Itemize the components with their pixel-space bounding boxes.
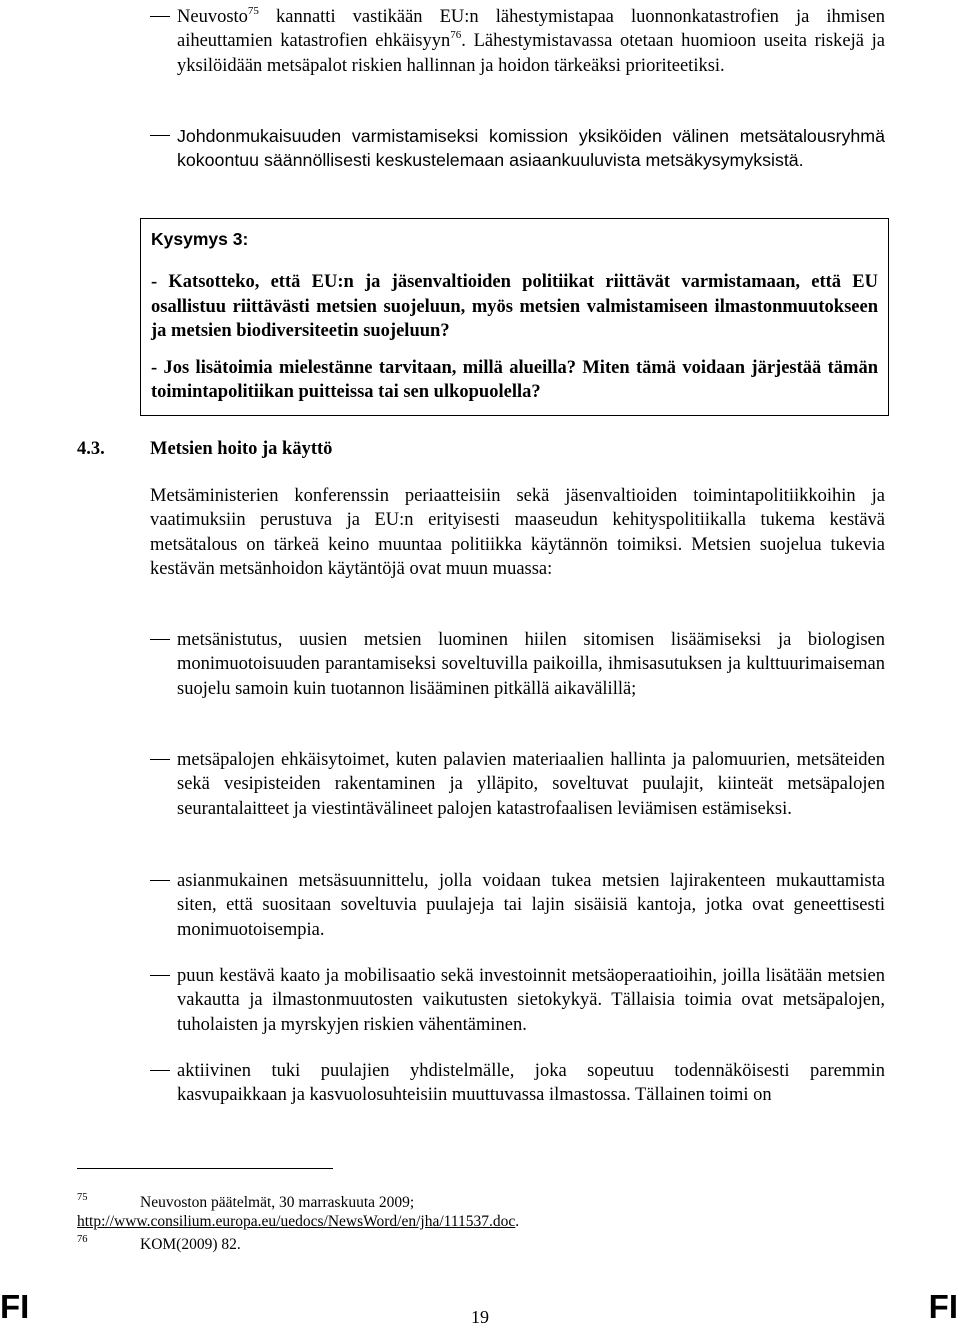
list-item (150, 628, 885, 701)
list-item-text: metsäpalojen ehkäisytoimet, kuten palavien materiaalien hallinta ja palomuurien, metsäteiden sekä vesipisteiden rakentaminen ja ylläpito, soveltuvat puulajit, kiinteät metsäpalojen seurantalaitteet ja viestintävälineet palojen katastrofaalisen leviämisen estämiseksi. (177, 750, 885, 819)
question-box (140, 218, 889, 416)
dash-bullet-icon (150, 880, 170, 881)
footer-language-right: FI (928, 1288, 958, 1325)
question-1: - Katsotteko, että EU:n ja jäsenvaltioiden politiikat riittävät varmistamaan, että EU osallistuu riittävästi metsien suojeluun, myös metsien valmistamiseen ilmastonmuutokseen ja metsien biodiversiteetin suojeluun? (151, 272, 878, 341)
question-2: - Jos lisätoimia mielestänne tarvitaan, millä alueilla? Miten tämä voidaan järjestää tämän toimintapolitiikan puitteissa tai sen ulkopuolella? (151, 358, 878, 403)
body-paragraph: Metsäministerien konferenssin periaatteisiin sekä jäsenvaltioiden toimintapolitiikkoihin ja vaatimuksiin perustuva ja EU:n erityisesti maaseudun kehityspolitiikalla tukema kestävä metsätalous on tärkeä keino muuntaa politiikka käytännön toimiksi. Metsien suojelua tukevia kestävän metsänhoidon käytäntöjä ovat muun muassa: (150, 486, 885, 579)
footnote-76 (77, 1236, 241, 1254)
footnote-75-link-line (77, 1213, 519, 1231)
footnote-number: 75 (77, 1192, 88, 1203)
bullet-item-coherence (150, 124, 885, 173)
footnote-link-suffix: . (515, 1213, 520, 1230)
dash-bullet-icon (150, 759, 170, 760)
list-item (150, 964, 885, 1037)
dash-bullet-icon (150, 135, 170, 136)
section-heading (77, 437, 332, 461)
bullet-item-council (150, 5, 885, 78)
dash-bullet-icon (150, 975, 170, 976)
list-item-text: metsänistutus, uusien metsien luominen hiilen sitomisen lisäämiseksi ja biologisen monimuotoisuuden parantamiseksi soveltuvilla paikoilla, ihmisasutuksen ja kulttuurimaiseman suojelu samoin kuin tuotannon lisääminen pitkällä aikavälillä; (177, 630, 885, 699)
question-box-title: Kysymys 3: (151, 229, 249, 249)
list-item-text: puun kestävä kaato ja mobilisaatio sekä investoinnit metsäoperaatioihin, joilla lisätään metsien vakautta ja ilmastonmuutosten vaikutusten sietokykyä. Tällaisia toimia ovat metsäpalojen, tuholaisten ja myrskyjen riskien vähentäminen. (177, 966, 885, 1035)
footer-language-left: FI (0, 1288, 30, 1325)
footnote-ref-75: 75 (247, 5, 259, 17)
footnote-link[interactable]: http://www.consilium.europa.eu/uedocs/NewsWord/en/jha/111537.doc (77, 1213, 516, 1230)
bullet-text: Johdonmukaisuuden varmistamiseksi komission yksiköiden välinen metsätalousryhmä kokoontuu säännöllisesti keskustelemaan asiaankuuluvista metsäkysymyksistä. (177, 126, 885, 171)
footnote-text: KOM(2009) 82. (140, 1236, 241, 1253)
list-item-text: aktiivinen tuki puulajien yhdistelmälle, joka sopeutuu todennäköisesti paremmin kasvupaikkaan ja kasvuolosuhteisiin muuttuvassa ilmastossa. Tällainen toimi on (177, 1061, 885, 1106)
dash-bullet-icon (150, 639, 170, 640)
list-item (150, 869, 885, 942)
bullet-text-part: . Lähestymistavassa otetaan huomioon useita riskejä ja yksilöidään metsäpalot riskien hallinnan ja hoidon tärkeäksi prioriteetiksi. (177, 31, 885, 76)
list-item (150, 748, 885, 821)
bullet-text (177, 5, 885, 78)
section-number: 4.3. (77, 439, 105, 459)
footnote-text: Neuvoston päätelmät, 30 marraskuuta 2009; (140, 1194, 415, 1211)
footnote-ref-76: 76 (450, 29, 462, 42)
footnote-75 (77, 1194, 414, 1212)
section-title: Metsien hoito ja käyttö (150, 439, 333, 459)
page-number: 19 (471, 1307, 489, 1327)
dash-bullet-icon (150, 16, 170, 17)
dash-bullet-icon (150, 1070, 170, 1071)
list-item (150, 1059, 885, 1108)
list-item-text: asianmukainen metsäsuunnittelu, jolla voidaan tukea metsien lajirakenteen mukauttamista siten, että suositaan soveltuvia puulajeja tai lajin sisäisiä kantoja, jotka ovat geneettisesti monimuotoisempia. (177, 871, 885, 940)
bullet-text-part: kannatti vastikään EU:n lähestymistapaa luonnonkatastrofien ja ihmisen aiheuttamien katastrofien ehkäisyyn (177, 7, 885, 52)
footnote-number: 76 (77, 1234, 88, 1245)
bullet-text-part: Neuvosto (177, 7, 248, 27)
footnote-separator (77, 1168, 333, 1169)
